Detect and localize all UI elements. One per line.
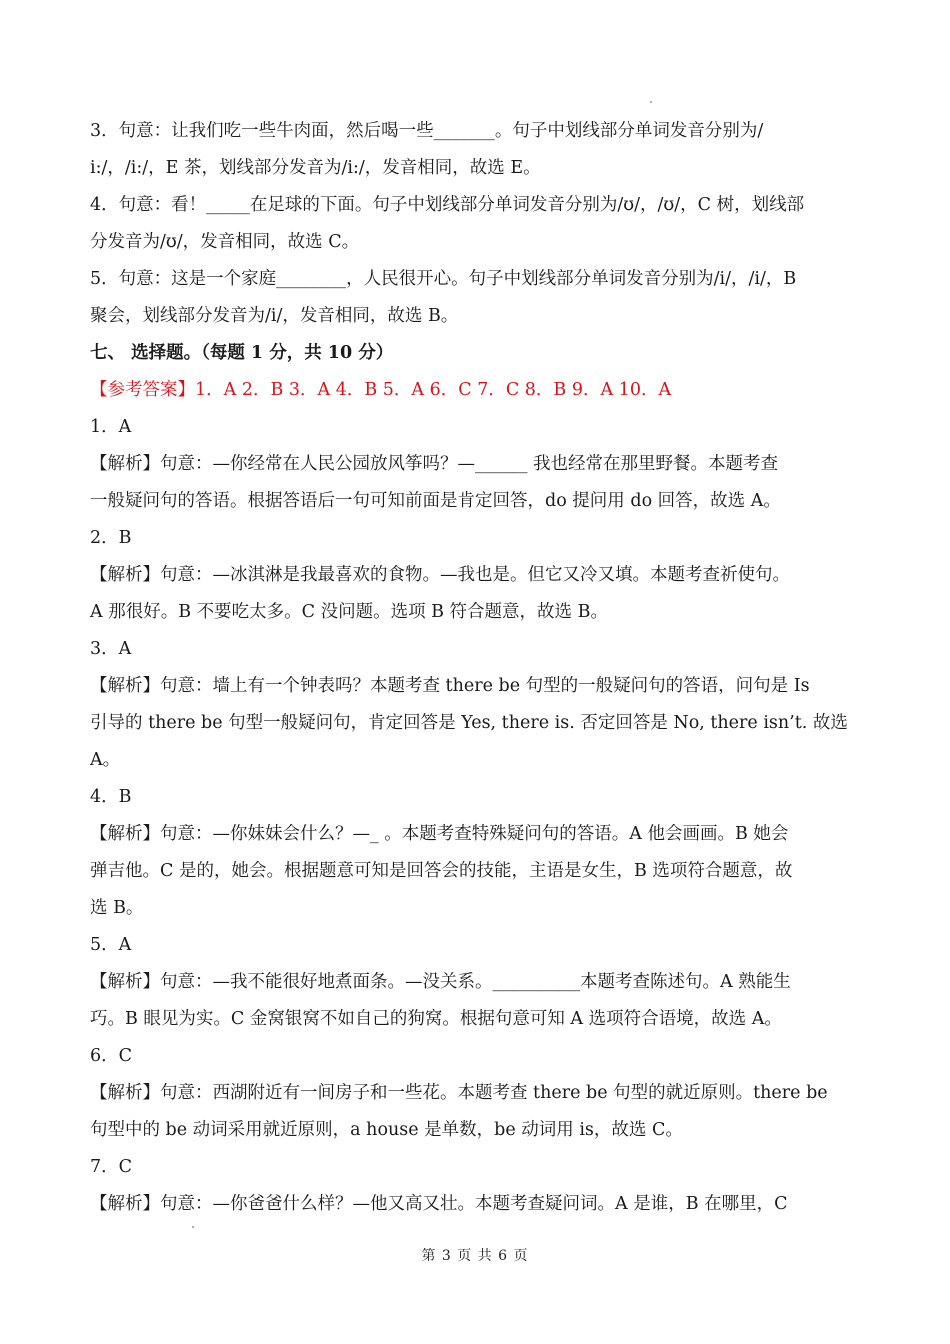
text-line: 分发音为/ʊ/，发音相同，故选 C。 bbox=[90, 232, 360, 252]
question-number: 2．B bbox=[90, 528, 132, 548]
analysis-line: 【解析】句意：—你爸爸什么样？—他又高又壮。本题考查疑问词。A 是谁，B 在哪里，C bbox=[90, 1194, 788, 1214]
analysis-line: 【解析】句意：—我不能很好地煮面条。—没关系。__________本题考查陈述句。A 熟能生 bbox=[90, 972, 791, 992]
text-line: 5．句意：这是一个家庭________，人民很开心。句子中划线部分单词发音分别为/i/，/i/，B bbox=[90, 269, 797, 289]
page-footer: 第 3 页 共 6 页 bbox=[421, 1248, 529, 1264]
analysis-line: 【解析】句意：墙上有一个钟表吗？本题考查 there be 句型的一般疑问句的答语，问句是 Is bbox=[90, 676, 810, 696]
question-number: 5．A bbox=[90, 935, 132, 955]
answer-key: 【参考答案】1．A 2．B 3．A 4．B 5．A 6．C 7．C 8．B 9．A 10．A bbox=[90, 380, 672, 400]
analysis-line: 巧。B 眼见为实。C 金窝银窝不如自己的狗窝。根据句意可知 A 选项符合语境，故选 A。 bbox=[90, 1009, 782, 1029]
scan-speck-bottom bbox=[192, 1226, 194, 1228]
analysis-line: A 那很好。B 不要吃太多。C 没问题。选项 B 符合题意，故选 B。 bbox=[90, 602, 608, 622]
question-number: 3．A bbox=[90, 639, 132, 659]
text-line: 4．句意：看！_____在足球的下面。句子中划线部分单词发音分别为/ʊ/，/ʊ/，C 树，划线部 bbox=[90, 195, 805, 215]
document-page bbox=[90, 113, 860, 1223]
analysis-line: A。 bbox=[90, 750, 121, 770]
analysis-line: 句型中的 be 动词采用就近原则，a house 是单数，be 动词用 is，故选 C。 bbox=[90, 1120, 683, 1140]
analysis-line: 【解析】句意：—冰淇淋是我最喜欢的食物。—我也是。但它又冷又填。本题考查祈使句。 bbox=[90, 565, 790, 585]
analysis-line: 【解析】句意：—你妹妹会什么？—_ 。本题考查特殊疑问句的答语。A 他会画画。B 她会 bbox=[90, 824, 789, 844]
question-number: 1．A bbox=[90, 417, 132, 437]
analysis-line: 弹吉他。C 是的，她会。根据题意可知是回答会的技能，主语是女生，B 选项符合题意，故 bbox=[90, 861, 793, 881]
text-line: 聚会，划线部分发音为/i/，发音相同，故选 B。 bbox=[90, 306, 459, 326]
question-number: 6．C bbox=[90, 1046, 133, 1066]
question-number: 4．B bbox=[90, 787, 132, 807]
analysis-line: 【解析】句意：西湖附近有一间房子和一些花。本题考查 there be 句型的就近原则。there be bbox=[90, 1083, 828, 1103]
analysis-line: 一般疑问句的答语。根据答语后一句可知前面是肯定回答，do 提问用 do 回答，故选 A。 bbox=[90, 491, 781, 511]
analysis-line: 选 B。 bbox=[90, 898, 144, 918]
question-number: 7．C bbox=[90, 1157, 133, 1177]
text-line: i:/，/i:/，E 茶，划线部分发音为/i:/，发音相同，故选 E。 bbox=[90, 158, 541, 178]
analysis-line: 引导的 there be 句型一般疑问句，肯定回答是 Yes, there is. 否定回答是 No, there isn’t. 故选 bbox=[90, 713, 848, 733]
section-heading: 七、 选择题。（每题 1 分，共 10 分） bbox=[90, 343, 394, 363]
text-line: 3．句意：让我们吃一些牛肉面，然后喝一些_______。句子中划线部分单词发音分别为/ bbox=[90, 121, 764, 141]
analysis-line: 【解析】句意：—你经常在人民公园放风筝吗？—______ 我也经常在那里野餐。本题考查 bbox=[90, 454, 779, 474]
scan-speck-top bbox=[650, 101, 652, 103]
